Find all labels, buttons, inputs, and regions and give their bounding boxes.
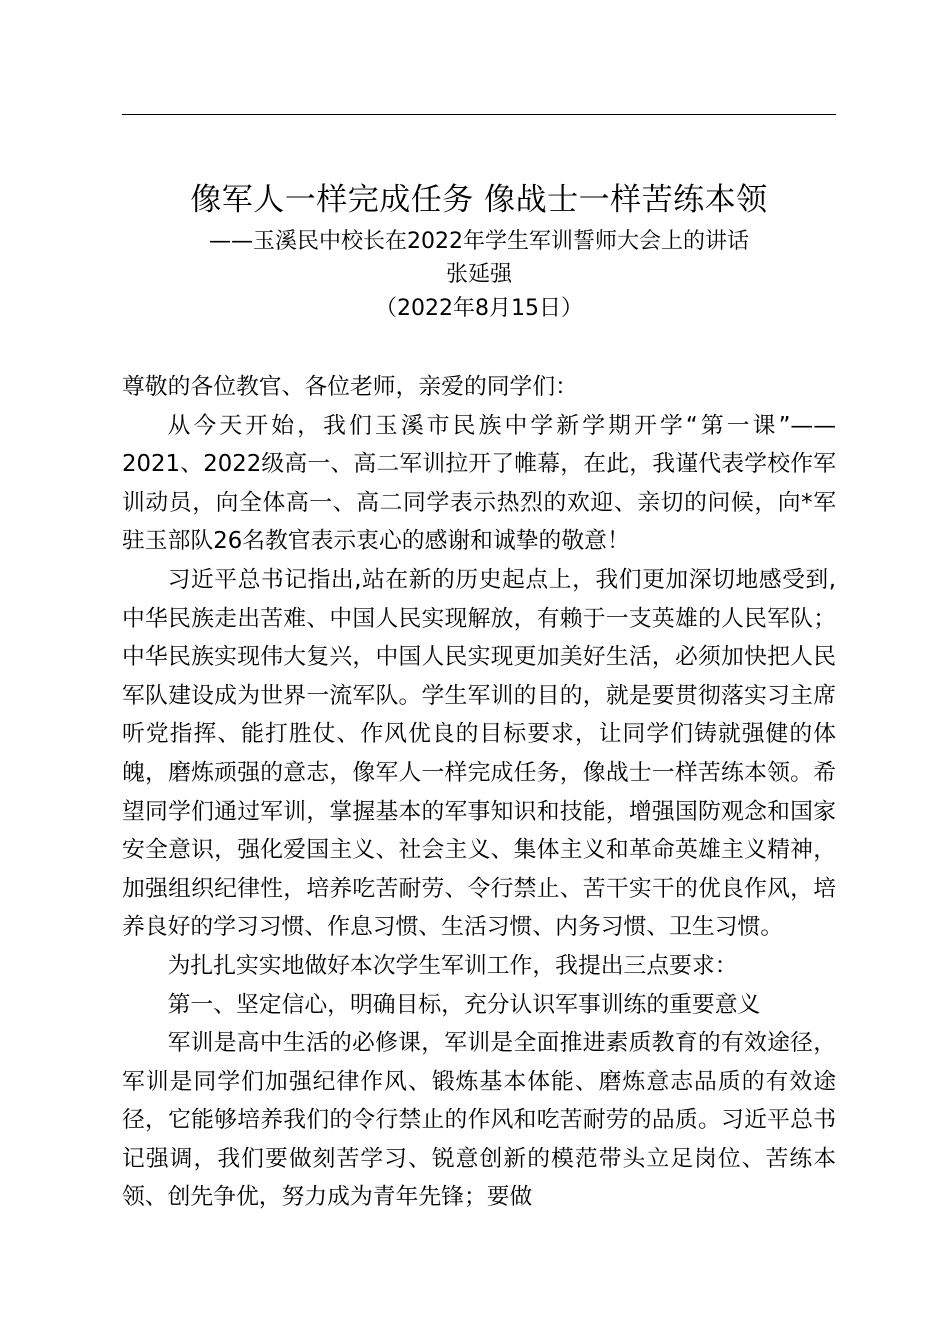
document-author: 张延强: [445, 262, 512, 287]
body-paragraph: 军训是高中生活的必修课，军训是全面推进素质教育的有效途径，军训是同学们加强纪律作风、锻炼基本体能、磨炼意志品质的有效途径，它能够培养我们的令行禁止的作风和吃苦耐劳的品质。习近平总书记强调，我们要做刻苦学习、锐意创新的模范带头立足岗位、苦练本领、创先争优，努力成为青年先锋；要做: [122, 1030, 836, 1211]
body-paragraph: 从今天开始，我们玉溪市民族中学新学期开学“第一课”——2021、2022级高一、高二军训拉开了帷幕，在此，我谨代表学校作军训动员，向全体高一、高二同学表示热烈的欢迎、亲切的问候，向*军驻玉部队26名教官表示衷心的感谢和诚挚的敬意！: [122, 412, 836, 555]
document-date: （2022年8月15日）: [375, 296, 583, 321]
document-body: [122, 368, 836, 1217]
greeting-paragraph: 尊敬的各位教官、各位老师，亲爱的同学们：: [122, 374, 578, 400]
section-heading: 第一、坚定信心，明确目标，充分认识军事训练的重要意义: [167, 991, 761, 1018]
top-rule: [122, 114, 836, 115]
document-subtitle: ——玉溪民中校长在2022年学生军训誓师大会上的讲话: [209, 229, 749, 254]
body-paragraph: 为扎扎实实地做好本次学生军训工作，我提出三点要求：: [167, 952, 738, 979]
document-title: 像军人一样完成任务 像战士一样苦练本领: [190, 182, 768, 218]
document-header: [122, 174, 836, 326]
body-paragraph: 习近平总书记指出,站在新的历史起点上，我们更加深切地感受到,中华民族走出苦难、中国人民实现解放，有赖于一支英雄的人民军队；中华民族实现伟大复兴，中国人民实现更加美好生活，必须加快把人民军队建设成为世界一流军队。学生军训的目的，就是要贯彻落实习主席听党指挥、能打胜仗、作风优良的目标要求，让同学们铸就强健的体魄，磨炼顽强的意志，像军人一样完成任务，像战士一样苦练本领。希望同学们通过军训，掌握基本的军事知识和技能，增强国防观念和国家安全意识，强化爱国主义、社会主义、集体主义和革命英雄主义精神，加强组织纪律性，培养吃苦耐劳、令行禁止、苦干实干的优良作风，培养良好的学习习惯、作息习惯、生活习惯、内务习惯、卫生习惯。: [122, 566, 836, 941]
